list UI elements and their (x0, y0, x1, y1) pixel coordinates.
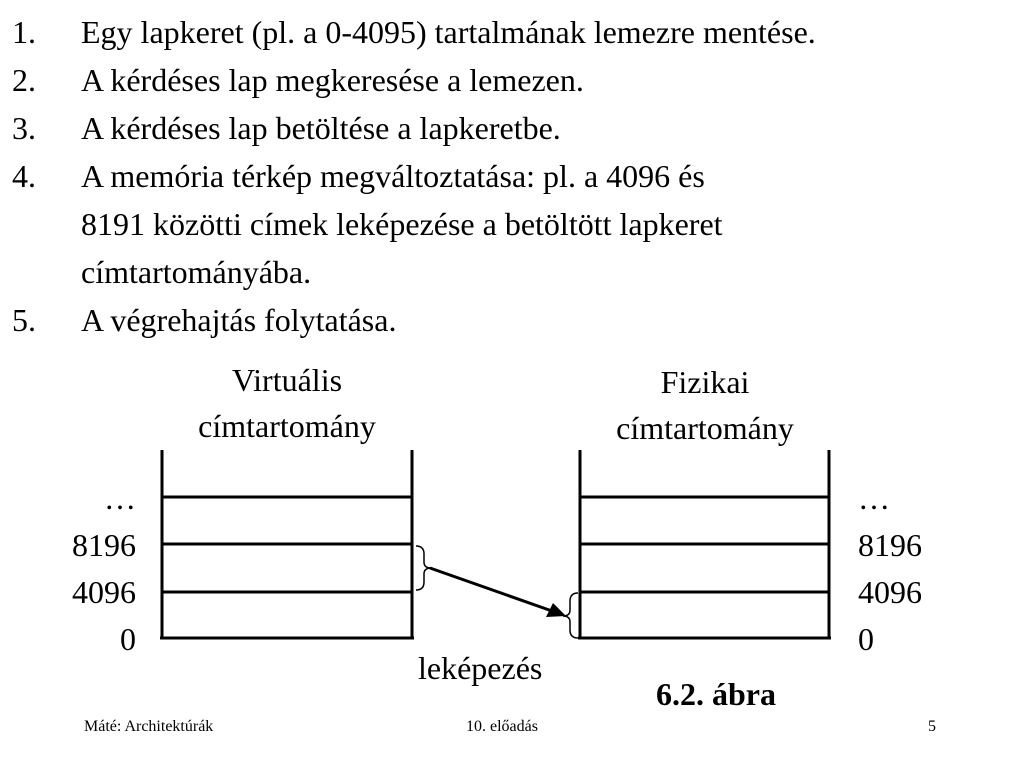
item-text: Egy lapkeret (pl. a 0-4095) tartalmának lemezre mentése. (81, 14, 816, 50)
footer-center: 10. előadás (466, 718, 538, 735)
item-text: A végrehajtás folytatása. (81, 302, 397, 338)
mapping-arrow-line (430, 568, 552, 611)
physical-title-line1: Fizikai (660, 364, 750, 400)
physical-label-0: 0 (858, 621, 874, 657)
virtual-brace-icon (416, 546, 431, 590)
figure-caption: 6.2. ábra (656, 676, 776, 712)
virtual-label-4096: 4096 (72, 574, 136, 610)
item-text: A kérdéses lap betöltése a lapkeretbe. (81, 110, 561, 146)
item-text: 8191 közötti címek leképezése a betöltött lapkeret (81, 206, 723, 242)
physical-title-line2: címtartomány (616, 410, 794, 446)
item-number: 2. (12, 62, 36, 98)
item-text: címtartományába. (81, 254, 312, 290)
virtual-label-0: 0 (120, 621, 136, 657)
item-number: 4. (12, 158, 36, 194)
virtual-label-8196: 8196 (72, 527, 136, 563)
item-text: A kérdéses lap megkeresése a lemezen. (81, 62, 584, 98)
physical-label-4096: 4096 (858, 574, 922, 610)
item-number: 3. (12, 110, 36, 146)
mapping-label: leképezés (418, 650, 543, 686)
footer-left: Máté: Architektúrák (84, 718, 214, 735)
physical-label-8196: 8196 (858, 527, 922, 563)
virtual-label-ellipsis: … (104, 480, 136, 516)
item-number: 1. (12, 14, 36, 50)
virtual-title-line2: címtartomány (198, 408, 376, 444)
item-text: A memória térkép megváltoztatása: pl. a 4096 és (81, 158, 705, 194)
physical-label-ellipsis: … (858, 480, 890, 516)
item-number: 5. (12, 302, 36, 338)
footer-page-number: 5 (928, 718, 936, 735)
virtual-title-line1: Virtuális (231, 362, 343, 398)
